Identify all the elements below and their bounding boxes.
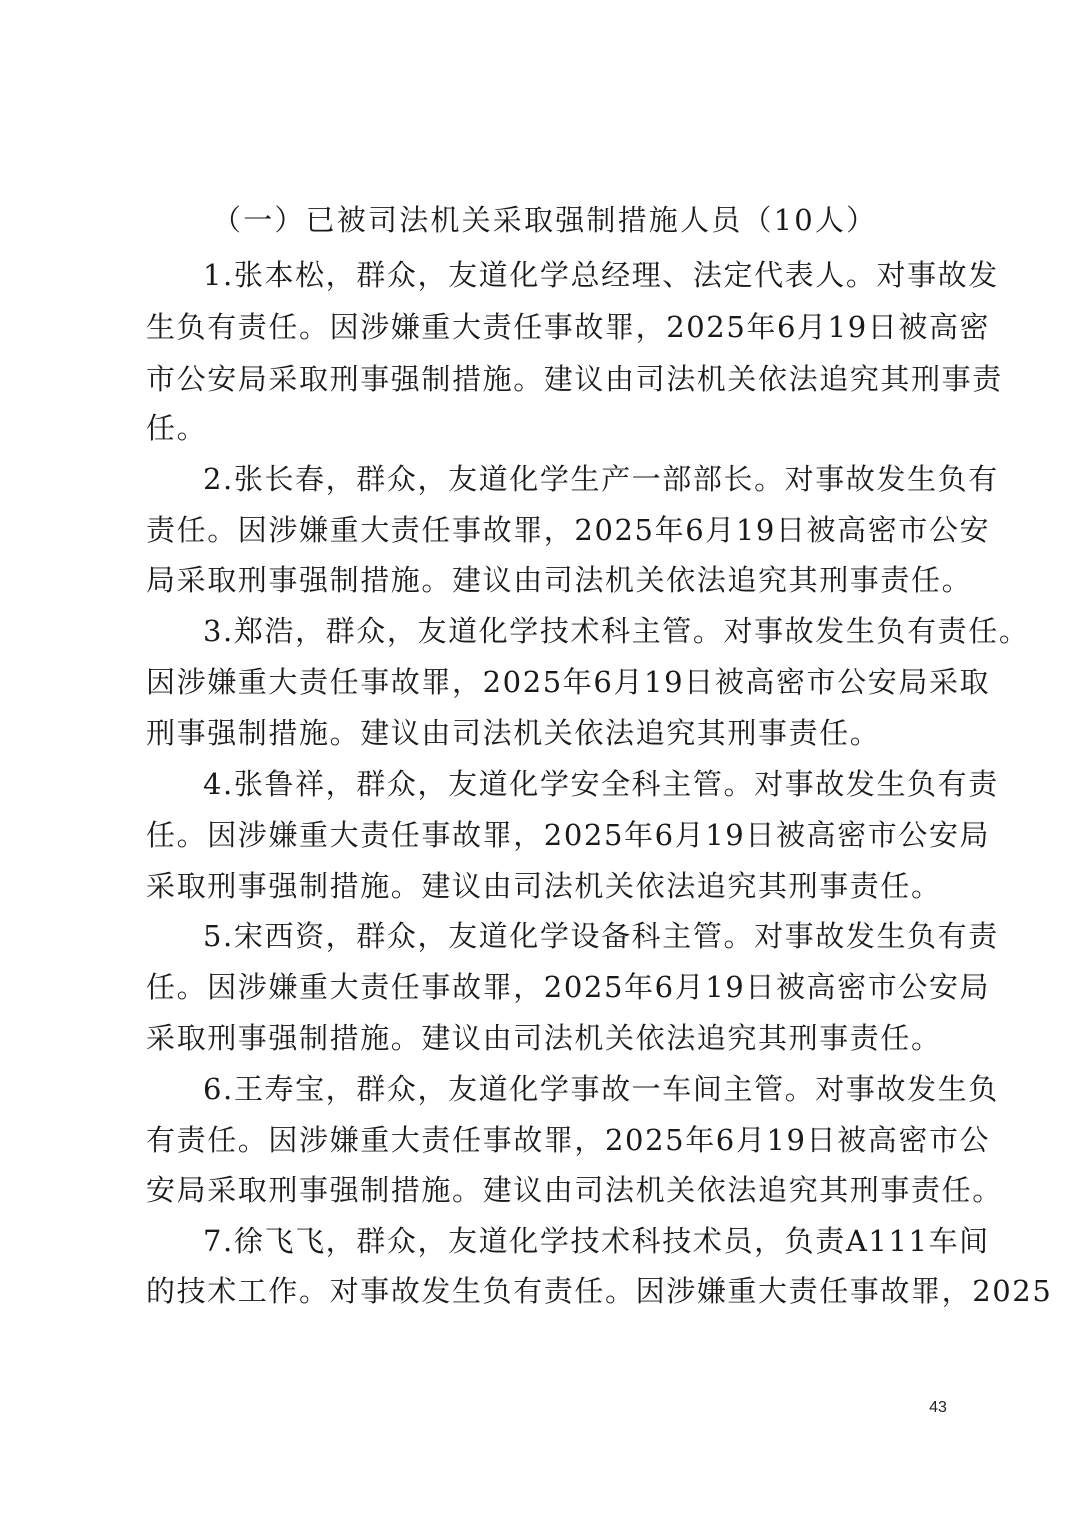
item-2-line-1: 2.张长春，群众，友道化学生产一部部长。对事故发生负有	[203, 462, 999, 496]
item-4-line-1: 4.张鲁祥，群众，友道化学安全科主管。对事故发生负有责	[203, 767, 999, 801]
item-2-line-3: 局采取刑事强制措施。建议由司法机关依法追究其刑事责任。	[146, 563, 973, 597]
item-3-line-2: 因涉嫌重大责任事故罪，2025年6月19日被高密市公安局采取	[146, 665, 991, 699]
page-number: 43	[929, 1399, 947, 1416]
item-1-line-3: 市公安局采取刑事强制措施。建议由司法机关依法追究其刑事责	[146, 362, 1003, 396]
section-heading: （一）已被司法机关采取强制措施人员（10人）	[212, 203, 878, 237]
item-3-line-3: 刑事强制措施。建议由司法机关依法追究其刑事责任。	[146, 716, 881, 750]
item-6-line-2: 有责任。因涉嫌重大责任事故罪，2025年6月19日被高密市公	[146, 1123, 991, 1157]
item-7-line-1: 7.徐飞飞，群众，友道化学技术科技术员，负责A111车间	[203, 1224, 990, 1258]
item-5-line-1: 5.宋西资，群众，友道化学设备科主管。对事故发生负有责	[203, 919, 999, 953]
item-4-line-3: 采取刑事强制措施。建议由司法机关依法追究其刑事责任。	[146, 869, 942, 903]
item-1-line-2: 生负有责任。因涉嫌重大责任事故罪，2025年6月19日被高密	[146, 310, 991, 344]
item-6-line-1: 6.王寿宝，群众，友道化学事故一车间主管。对事故发生负	[203, 1072, 999, 1106]
item-7-line-2: 的技术工作。对事故发生负有责任。因涉嫌重大责任事故罪，2025	[146, 1274, 1053, 1308]
item-5-line-3: 采取刑事强制措施。建议由司法机关依法追究其刑事责任。	[146, 1021, 942, 1055]
item-3-line-1: 3.郑浩，群众，友道化学技术科主管。对事故发生负有责任。	[203, 614, 1030, 648]
item-2-line-2: 责任。因涉嫌重大责任事故罪，2025年6月19日被高密市公安	[146, 513, 991, 547]
item-6-line-3: 安局采取刑事强制措施。建议由司法机关依法追究其刑事责任。	[146, 1173, 1003, 1207]
item-1-line-1: 1.张本松，群众，友道化学总经理、法定代表人。对事故发	[203, 258, 999, 292]
item-5-line-2: 任。因涉嫌重大责任事故罪，2025年6月19日被高密市公安局	[146, 970, 991, 1004]
item-4-line-2: 任。因涉嫌重大责任事故罪，2025年6月19日被高密市公安局	[146, 818, 991, 852]
item-1-line-4: 任。	[146, 411, 208, 445]
